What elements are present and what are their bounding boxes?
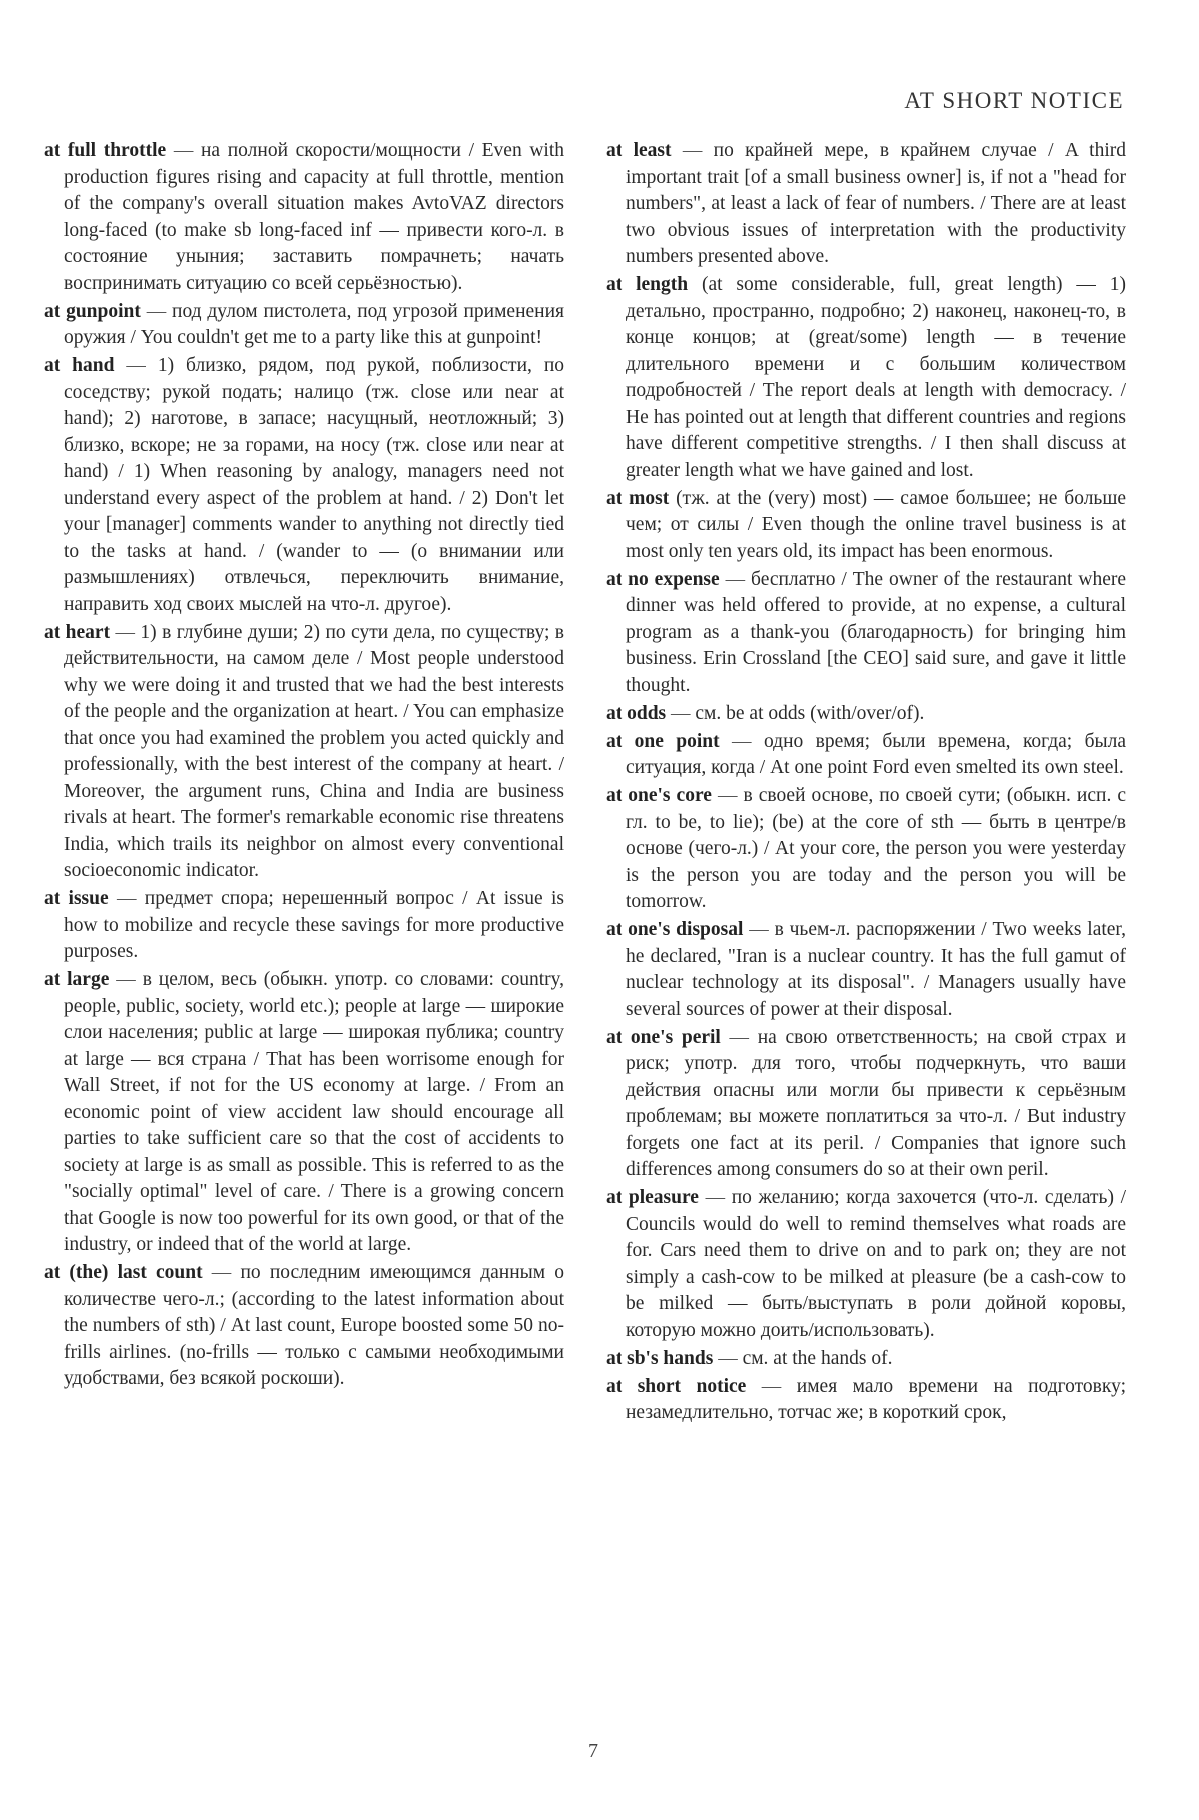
entry-definition: по крайней мере, в крайнем случае / A third important trait [of a small business owner] is, if not a "head for numbers", at least a lack of fear of numbers. / There are at least two obvious issues of interpretation with the productivity numbers presented above.: [626, 140, 1127, 267]
entry-definition: по желанию; когда захочется (что-л. сделать) / Councils would do well to remind themselves what roads are for. Cars need them to drive on and to park on; they are not simply a cash-cow to be milked at pleasure (be a cash-cow to be milked — быть/выступать в роли дойной коровы, которую можно доить/использовать).: [626, 1187, 1127, 1341]
dictionary-entry: [606, 1185, 1126, 1344]
entry-dash: —: [173, 140, 194, 161]
entry-dash: —: [729, 1026, 750, 1048]
entry-headword: at odds: [606, 702, 667, 724]
dictionary-entry: [44, 886, 564, 966]
entry-dash: —: [211, 1262, 232, 1283]
dictionary-entry: [44, 1260, 564, 1393]
entry-dash: —: [761, 1375, 782, 1397]
entry-headword: at sb's hands: [606, 1347, 714, 1369]
entry-headword: at short notice: [606, 1375, 747, 1397]
entry-definition: в чьем-л. распоряжении / Two weeks later, he declared, "Iran is a nuclear country. It has the full gamut of nuclear technology at its disposal". / Managers usually have several sources of power at their disposal.: [626, 919, 1127, 1020]
entry-dash: —: [116, 888, 137, 909]
dictionary-entry: [44, 967, 564, 1259]
entry-definition: см. at the hands of.: [742, 1347, 893, 1369]
entry-headword: at gunpoint: [44, 300, 141, 322]
entry-dash: —: [671, 702, 691, 724]
right-column: [606, 138, 1126, 1428]
entry-dash: —: [116, 969, 136, 990]
dictionary-entry: [606, 917, 1126, 1023]
entry-dash: —: [146, 300, 167, 322]
dictionary-entry: [606, 1346, 1126, 1373]
entry-headword: at least: [606, 140, 672, 161]
entry-headword: at no expense: [606, 568, 720, 590]
page-number: 7: [588, 1740, 598, 1762]
dictionary-entry: [44, 138, 564, 297]
entry-dash: —: [115, 621, 135, 643]
entry-definition: бесплатно / The owner of the restaurant where dinner was held offered to provide, at no expense, a cultural program as a thank-you (благодарность) for bringing him business. Erin Crossland [the CEO] said sure, and gave it little thought.: [626, 568, 1127, 696]
entry-definition: на свою ответственность; на свой страх и риск; употр. для того, чтобы подчеркнуть, что ваши действия опасны или могли бы привести к серьёзным проблемам; вы можете поплатиться за что-л. / But industry forgets one fact at its peril. / Companies that ignore such differences among consumers do so at their own peril.: [626, 1026, 1127, 1180]
dictionary-entry: [606, 138, 1126, 271]
entry-definition: одно время; были времена, когда; была ситуация, когда / At one point Ford even smelted its own steel.: [626, 730, 1127, 778]
entry-headword: at one's peril: [606, 1026, 721, 1048]
entry-definition: предмет спора; нерешенный вопрос / At issue is how to mobilize and recycle these savings for more productive purposes.: [64, 888, 565, 962]
dictionary-entry: [606, 1025, 1126, 1184]
entry-definition: в своей основе, по своей сути; (обыкн. исп. с гл. to be, to lie); (be) at the core of sth — быть в центре/в основе (чего-л.) / At your core, the person you were yesterday is the person you are today and the person you will be tomorrow.: [626, 785, 1127, 912]
entry-dash: —: [749, 919, 769, 940]
left-column: [44, 138, 564, 1394]
entry-dash: —: [126, 355, 146, 376]
entry-definition: на полной скорости/мощности / Even with production figures rising and capacity at full throttle, mention of the company's overall situation makes AvtoVAZ directors long-faced (to make sb long-faced inf — привести кого-л. в состояние уныния; заставить помрачнеть; начать воспринимать ситуацию со всей серьёзностью).: [64, 140, 565, 294]
entry-dash: —: [705, 1187, 726, 1208]
entry-headword: at (the) last count: [44, 1262, 203, 1283]
dictionary-entry: [44, 299, 564, 352]
running-head: AT SHORT NOTICE: [904, 88, 1124, 113]
dictionary-entry: [606, 729, 1126, 782]
entry-definition: 1) близко, рядом, под рукой, поблизости, по соседству; рукой подать; налицо (тж. close или near at hand); 2) наготове, в запасе; насущный, неотложный; 3) близко, вскоре; не за горами, на носу (тж. close или near at hand) / 1) When reasoning by analogy, managers need not understand every aspect of the problem at hand. / 2) Don't let your [manager] comments wander to anything not directly tied to the tasks at hand. / (wander to — (о внимании или размышлениях) отвлечься, переключить внимание, направить ход своих мыслей на что-л. другое).: [64, 355, 565, 615]
dictionary-entry: [606, 272, 1126, 484]
entry-dash: —: [717, 785, 738, 806]
entry-headword: at one's disposal: [606, 919, 744, 940]
entry-definition: см. be at odds (with/over/of).: [695, 702, 925, 724]
dictionary-entry: [44, 353, 564, 618]
entry-dash: —: [718, 1347, 738, 1369]
dictionary-entry: [606, 486, 1126, 566]
entry-headword: at length: [606, 274, 689, 295]
entry-dash: —: [682, 140, 703, 161]
entry-headword: at hand: [44, 355, 115, 376]
entry-definition: под дулом пистолета, под угрозой применения оружия / You couldn't get me to a party like this at gunpoint!: [64, 300, 564, 348]
entry-headword: at pleasure: [606, 1187, 699, 1208]
entry-definition: (at some considerable, full, great length) — 1) детально, пространно, подробно; 2) наконец, наконец-то, в конце концов; at (great/some) length — в течение длительного времени и с большим количеством подробностей / The report deals at length with democracy. / He has pointed out at length that different countries and regions have different competitive strengths. / I then shall discuss at greater length what we have gained and lost.: [626, 274, 1127, 481]
entry-definition: (тж. at the (very) most) — самое большее; не больше чем; от силы / Even though the online travel business is at most only ten years old, its impact has been enormous.: [626, 487, 1126, 562]
entry-definition: имея мало времени на подготовку; незамедлительно, тотчас же; в короткий срок,: [626, 1375, 1126, 1423]
entry-headword: at one point: [606, 730, 720, 752]
entry-definition: в целом, весь (обыкн. употр. со словами: country, people, public, society, world etc.); people at large — широкие слои населения; public at large — широкая публика; country at large — вся страна / That has been worrisome enough for Wall Street, if not for the US economy at large. / From an economic point of view accident law should encourage all parties to take sufficient care so that the cost of accidents to society at large is as small as possible. This is referred to as the "socially optimal" level of care. / There is a growing concern that Google is now too powerful for its own good, or that of the industry, or indeed that of the world at large.: [64, 969, 564, 1255]
entry-headword: at most: [606, 487, 670, 509]
dictionary-entry: [606, 783, 1126, 916]
entry-definition: 1) в глубине души; 2) по сути дела, по существу; в действительности, на самом деле / Most people understood why we were doing it and trusted that we had the best interests of the people and the organization at heart. / You can emphasize that once you had examined the problem you acted quickly and professionally, with the best interest of the company at heart. / Moreover, the argument runs, China and India are business rivals at heart. The former's remarkable economic rise threatens India, which trails its neighbor on almost every conventional socioeconomic indicator.: [64, 621, 564, 881]
entry-dash: —: [725, 568, 746, 590]
dictionary-entry: [606, 701, 1126, 728]
entry-dash: —: [732, 730, 752, 752]
entry-definition: по последним имеющимся данным о количестве чего-л.; (according to the latest information about the numbers of sth) / At last count, Europe boosted some 50 no-frills airlines. (no-frills — только с самыми необходимыми удобствами, без всякой роскоши).: [64, 1262, 565, 1389]
dictionary-entry: [606, 1374, 1126, 1427]
entry-headword: at issue: [44, 888, 109, 909]
entry-headword: at large: [44, 969, 110, 990]
dictionary-entry: [606, 567, 1126, 700]
dictionary-entry: [44, 620, 564, 885]
entry-headword: at one's core: [606, 785, 712, 806]
entry-headword: at heart: [44, 621, 111, 643]
entry-headword: at full throttle: [44, 140, 167, 161]
